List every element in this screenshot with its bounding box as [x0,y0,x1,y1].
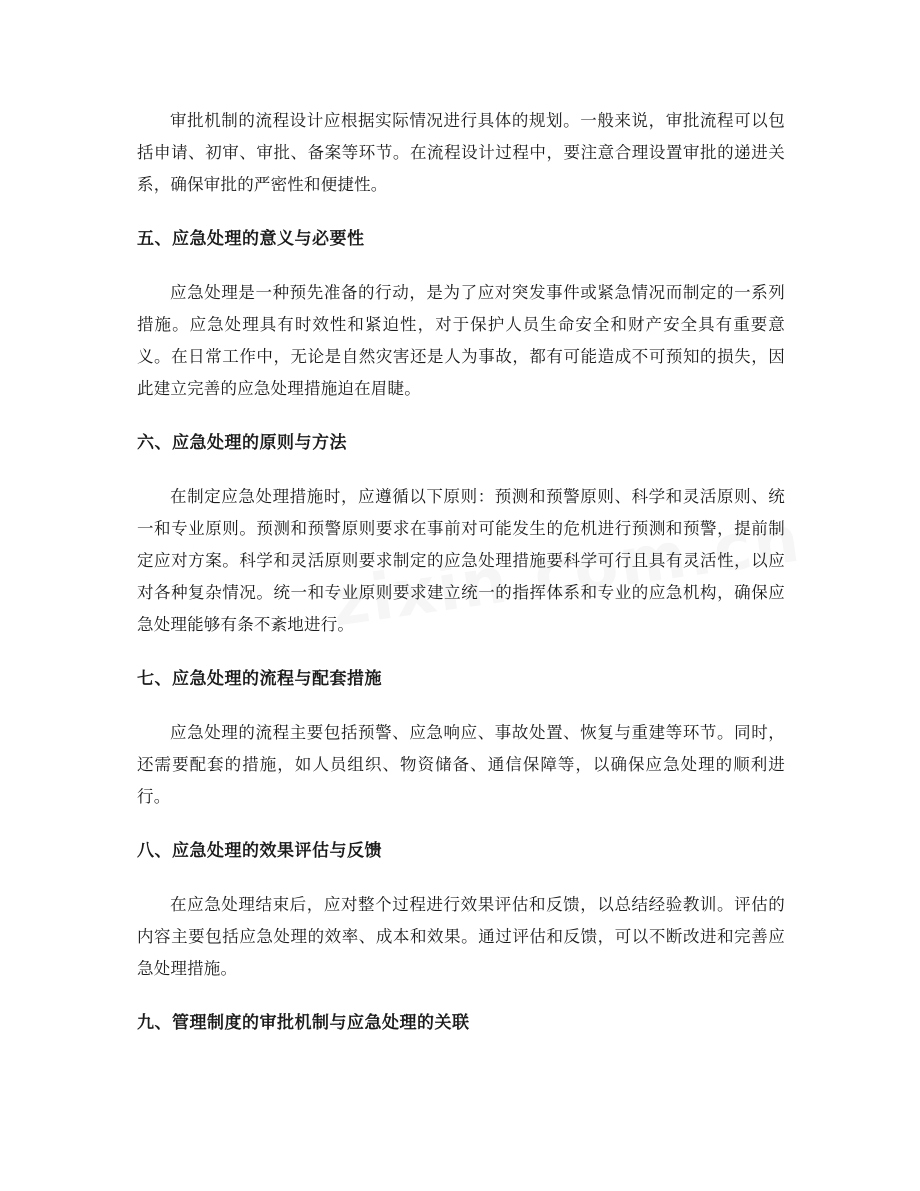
paragraph-section-6: 在制定应急处理措施时，应遵循以下原则：预测和预警原则、科学和灵活原则、统一和专业原则。预测和预警原则要求在事前对可能发生的危机进行预测和预警，提前制定应对方案。科学和灵活原则要求制定的应急处理措施要科学可行且具有灵活性，以应对各种复杂情况。统一和专业原则要求建立统一的指挥体系和专业的应急机构，确保应急处理能够有条不紊地进行。 [137,487,785,634]
heading-section-9: 九、管理制度的审批机制与应急处理的关联 [137,1013,470,1033]
heading-section-5: 五、应急处理的意义与必要性 [137,229,365,249]
heading-section-6: 六、应急处理的原则与方法 [137,433,347,453]
document-body [137,105,785,1039]
paragraph-approval-process: 审批机制的流程设计应根据实际情况进行具体的规划。一般来说，审批流程可以包括申请、初审、审批、备案等环节。在流程设计过程中，要注意合理设置审批的递进关系，确保审批的严密性和便捷性。 [137,111,785,194]
paragraph-section-7: 应急处理的流程主要包括预警、应急响应、事故处置、恢复与重建等环节。同时，还需要配套的措施，如人员组织、物资储备、通信保障等，以确保应急处理的顺利进行。 [137,723,785,806]
paragraph-section-5: 应急处理是一种预先准备的行动，是为了应对突发事件或紧急情况而制定的一系列措施。应急处理具有时效性和紧迫性，对于保护人员生命安全和财产安全具有重要意义。在日常工作中，无论是自然灾害还是人为事故，都有可能造成不可预知的损失，因此建立完善的应急处理措施迫在眉睫。 [137,283,785,398]
heading-section-7: 七、应急处理的流程与配套措施 [137,669,382,689]
paragraph-section-8: 在应急处理结束后，应对整个过程进行效果评估和反馈，以总结经验教训。评估的内容主要包括应急处理的效率、成本和效果。通过评估和反馈，可以不断改进和完善应急处理措施。 [137,895,785,978]
heading-section-8: 八、应急处理的效果评估与反馈 [137,841,382,861]
